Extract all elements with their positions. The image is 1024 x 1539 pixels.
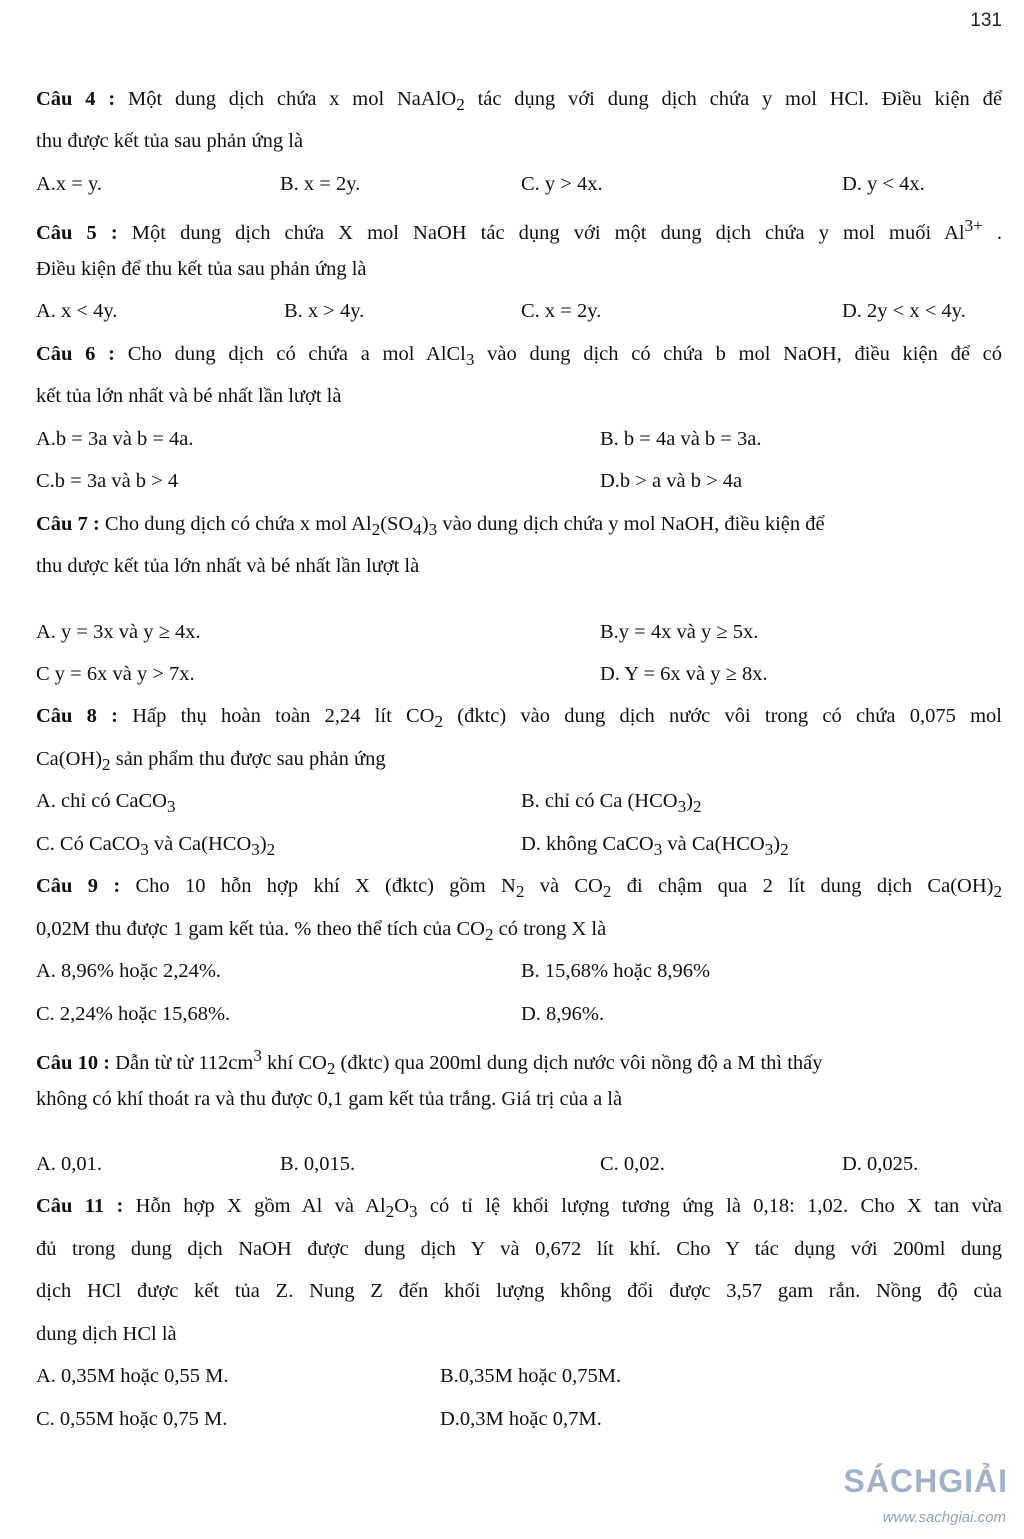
answer-option: B. 15,68% hoặc 8,96%: [521, 960, 711, 982]
answer-option: A. y = 3x và y ≥ 4x.: [36, 621, 201, 643]
question-line: Câu 8 : Hấp thụ hoàn toàn 2,24 lít $CO_2$ (đktc) vào dung dịch nước vôi trong có chứa 0,075 mol: [36, 705, 1002, 732]
answer-option: D.0,3M hoặc 0,7M.: [440, 1408, 602, 1430]
answer-option: B. chỉ có Ca $(HCO_3)_2$: [521, 790, 702, 817]
answer-option: A. chỉ có CaCO$_3$: [36, 790, 176, 817]
question-line: Câu 9 : Cho 10 hỗn hợp khí X (đktc) gồm $N_2$ và $CO_2$ đi chậm qua 2 lít dung dịch $Ca(OH)_2$: [36, 875, 1002, 902]
watermark-url: www.sachgiai.com: [882, 1509, 1006, 1526]
question-line: Câu 10 : Dẫn từ từ $112cm^3$ khí $CO_2$ (đktc) qua 200ml dung dịch nước vôi nồng độ a M thì thấy: [36, 1046, 823, 1078]
answer-options-row: [36, 619, 1002, 645]
question-label: Câu 4 :: [36, 88, 116, 110]
answer-option: C. 0,02.: [600, 1153, 665, 1175]
question-label: Câu 10 :: [36, 1051, 111, 1074]
answer-options-row: [36, 468, 1002, 494]
question-text-line: 0,02M thu được 1 gam kết tủa. % theo thể tích của $CO_2$ có trong X là: [36, 918, 607, 945]
answer-option: B.0,35M hoặc 0,75M.: [440, 1365, 622, 1387]
answer-option: D. y < 4x.: [842, 173, 925, 195]
answer-options-row: [36, 831, 1002, 860]
answer-option: C. 0,55M hoặc 0,75 M.: [36, 1408, 228, 1430]
answer-option: D. không CaCO$_3$ và $Ca(HCO_3)_2$: [521, 833, 789, 860]
answer-options-row: [36, 298, 1002, 324]
question-line: Câu 6 : Cho dung dịch có chứa a mol AlCl$_3$ vào dung dịch có chứa b mol NaOH, điều kiện để có: [36, 343, 1002, 370]
answer-option: C y = 6x và y > 7x.: [36, 663, 195, 685]
answer-option: C. Có CaCO$_3$ và $Ca(HCO_3)_2$: [36, 833, 276, 860]
answer-option: A. 0,01.: [36, 1153, 103, 1175]
answer-option: B.y = 4x và y ≥ 5x.: [600, 621, 759, 643]
page-number: 131: [970, 10, 1002, 31]
watermark-logo: [801, 1455, 1016, 1535]
question-text-line: kết tủa lớn nhất và bé nhất lần lượt là: [36, 385, 342, 407]
question-line: Câu 11 : Hỗn hợp X gồm Al và $Al_2O_3$ có tỉ lệ khối lượng tương ứng là 0,18: 1,02. Cho X tan vừa: [36, 1195, 1003, 1222]
answer-options-row: [36, 661, 1002, 687]
answer-options-row: [36, 788, 1002, 817]
question-text-line: không có khí thoát ra và thu được 0,1 gam kết tủa trắng. Giá trị của a là: [36, 1088, 623, 1110]
question-text-line: thu được kết tủa sau phản ứng là: [36, 130, 304, 152]
answer-option: B. x = 2y.: [280, 173, 361, 195]
answer-option: C. y > 4x.: [521, 173, 603, 195]
answer-option: D. 2y < x < 4y.: [842, 300, 966, 322]
answer-option: A. 8,96% hoặc 2,24%.: [36, 960, 222, 982]
answer-option: A.x = y.: [36, 173, 103, 195]
answer-options-row: [36, 171, 1002, 197]
question-label: Câu 7 :: [36, 513, 100, 535]
question-label: Câu 8 :: [36, 705, 118, 727]
answer-option: B. 0,015.: [280, 1153, 356, 1175]
question-text-line: $Ca(OH)_2$ sản phẩm thu được sau phản ứng: [36, 748, 386, 775]
answer-option: B. x > 4y.: [284, 300, 365, 322]
answer-option: D.b > a và b > 4a: [600, 470, 743, 492]
question-label: Câu 11 :: [36, 1195, 124, 1217]
answer-option: A.b = 3a và b = 4a.: [36, 428, 194, 450]
question-label: Câu 9 :: [36, 875, 121, 897]
answer-option: C. x = 2y.: [521, 300, 602, 322]
question-text-line: dịch HCl được kết tủa Z. Nung Z đến khối lượng không đổi được 3,57 gam rắn. Nồng độ của: [36, 1280, 1002, 1302]
answer-options-row: [36, 1406, 1002, 1432]
question-label: Câu 6 :: [36, 343, 115, 365]
answer-options-row: [36, 1151, 1002, 1177]
answer-option: C.b = 3a và b > 4: [36, 470, 179, 492]
answer-options-row: [36, 426, 1002, 452]
question-label: Câu 5 :: [36, 221, 118, 244]
watermark-brand: SÁCHGIẢI: [843, 1463, 1008, 1499]
question-text-line: thu dược kết tủa lớn nhất và bé nhất lần lượt là: [36, 555, 420, 577]
question-line: Câu 5 : Một dung dịch chứa X mol NaOH tác dụng với một dung dịch chứa y mol muối $Al^{3+}$ .: [36, 216, 1002, 244]
question-text-line: Điều kiện để thu kết tủa sau phản ứng là: [36, 258, 367, 280]
answer-option: A. 0,35M hoặc 0,55 M.: [36, 1365, 229, 1387]
question-text-line: dung dịch HCl là: [36, 1323, 177, 1345]
answer-option: C. 2,24% hoặc 15,68%.: [36, 1003, 231, 1025]
question-line: Câu 7 : Cho dung dịch có chứa x mol $Al_2(SO_4)_3$ vào dung dịch chứa y mol NaOH, điều kiện để: [36, 513, 825, 540]
answer-options-row: [36, 958, 1002, 984]
answer-option: D. 0,025.: [842, 1153, 919, 1175]
answer-option: D. 8,96%.: [521, 1003, 605, 1025]
answer-option: A. x < 4y.: [36, 300, 118, 322]
answer-option: B. b = 4a và b = 3a.: [600, 428, 762, 450]
answer-option: D. Y = 6x và y ≥ 8x.: [600, 663, 768, 685]
question-line: Câu 4 : Một dung dịch chứa x mol NaAlO$_2$ tác dụng với dung dịch chứa y mol HCl. Điều kiện để: [36, 88, 1002, 115]
watermark-decoration-icon: [450, 1459, 680, 1539]
answer-options-row: [36, 1363, 1002, 1389]
question-text-line: đủ trong dung dịch NaOH được dung dịch Y và 0,672 lít khí. Cho Y tác dụng với 200ml dung: [36, 1238, 1002, 1260]
answer-options-row: [36, 1001, 1002, 1027]
